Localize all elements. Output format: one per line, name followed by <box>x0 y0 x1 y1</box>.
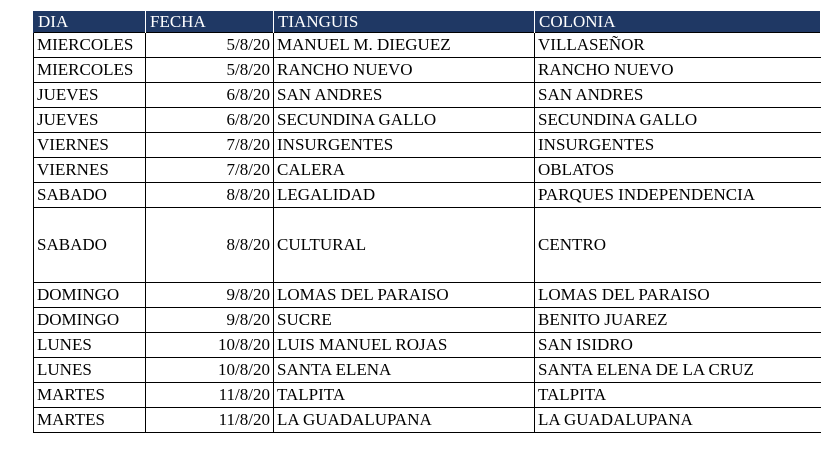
table-header-row <box>34 11 821 33</box>
cell-dia: DOMINGO <box>34 283 146 308</box>
table-row <box>34 183 821 208</box>
cell-dia: LUNES <box>34 358 146 383</box>
cell-colonia: SECUNDINA GALLO <box>535 108 821 133</box>
cell-tianguis: INSURGENTES <box>274 133 535 158</box>
cell-dia: SABADO <box>34 183 146 208</box>
cell-tianguis: SUCRE <box>274 308 535 333</box>
cell-colonia: LA GUADALUPANA <box>535 408 821 433</box>
cell-colonia: SAN ISIDRO <box>535 333 821 358</box>
cell-tianguis: RANCHO NUEVO <box>274 58 535 83</box>
cell-dia: MIERCOLES <box>34 33 146 58</box>
table-row <box>34 358 821 383</box>
cell-dia: MARTES <box>34 383 146 408</box>
cell-colonia: OBLATOS <box>535 158 821 183</box>
cell-fecha: 5/8/20 <box>146 33 274 58</box>
cell-dia: LUNES <box>34 333 146 358</box>
tianguis-schedule-table <box>33 11 821 433</box>
table-body <box>34 33 821 433</box>
cell-dia: JUEVES <box>34 83 146 108</box>
cell-fecha: 7/8/20 <box>146 133 274 158</box>
cell-dia: MIERCOLES <box>34 58 146 83</box>
cell-tianguis: LOMAS DEL PARAISO <box>274 283 535 308</box>
column-header-colonia: COLONIA <box>535 11 821 33</box>
cell-colonia: BENITO JUAREZ <box>535 308 821 333</box>
cell-dia: JUEVES <box>34 108 146 133</box>
cell-colonia: RANCHO NUEVO <box>535 58 821 83</box>
column-header-fecha: FECHA <box>146 11 274 33</box>
cell-colonia: SAN ANDRES <box>535 83 821 108</box>
cell-fecha: 9/8/20 <box>146 308 274 333</box>
column-header-tianguis: TIANGUIS <box>274 11 535 33</box>
cell-colonia: PARQUES INDEPENDENCIA <box>535 183 821 208</box>
cell-dia: DOMINGO <box>34 308 146 333</box>
cell-tianguis: LUIS MANUEL ROJAS <box>274 333 535 358</box>
cell-fecha: 7/8/20 <box>146 158 274 183</box>
cell-colonia: VILLASEÑOR <box>535 33 821 58</box>
cell-colonia: TALPITA <box>535 383 821 408</box>
table-row <box>34 83 821 108</box>
table-row <box>34 58 821 83</box>
cell-tianguis: CALERA <box>274 158 535 183</box>
cell-fecha: 8/8/20 <box>146 183 274 208</box>
cell-tianguis: CULTURAL <box>274 208 535 283</box>
cell-tianguis: MANUEL M. DIEGUEZ <box>274 33 535 58</box>
cell-dia: SABADO <box>34 208 146 283</box>
table-row <box>34 208 821 283</box>
cell-fecha: 8/8/20 <box>146 208 274 283</box>
cell-tianguis: LEGALIDAD <box>274 183 535 208</box>
cell-colonia: INSURGENTES <box>535 133 821 158</box>
table-row <box>34 133 821 158</box>
cell-fecha: 9/8/20 <box>146 283 274 308</box>
cell-fecha: 10/8/20 <box>146 333 274 358</box>
cell-fecha: 11/8/20 <box>146 408 274 433</box>
cell-dia: VIERNES <box>34 158 146 183</box>
cell-fecha: 6/8/20 <box>146 83 274 108</box>
cell-colonia: SANTA ELENA DE LA CRUZ <box>535 358 821 383</box>
table-row <box>34 408 821 433</box>
cell-tianguis: SANTA ELENA <box>274 358 535 383</box>
cell-tianguis: TALPITA <box>274 383 535 408</box>
cell-colonia: LOMAS DEL PARAISO <box>535 283 821 308</box>
table-row <box>34 33 821 58</box>
cell-dia: VIERNES <box>34 133 146 158</box>
cell-tianguis: SAN ANDRES <box>274 83 535 108</box>
table-row <box>34 158 821 183</box>
table-row <box>34 283 821 308</box>
cell-tianguis: LA GUADALUPANA <box>274 408 535 433</box>
table-row <box>34 333 821 358</box>
table-row <box>34 108 821 133</box>
cell-fecha: 11/8/20 <box>146 383 274 408</box>
column-header-dia: DIA <box>34 11 146 33</box>
cell-colonia: CENTRO <box>535 208 821 283</box>
table-row <box>34 308 821 333</box>
cell-fecha: 10/8/20 <box>146 358 274 383</box>
cell-fecha: 5/8/20 <box>146 58 274 83</box>
cell-tianguis: SECUNDINA GALLO <box>274 108 535 133</box>
cell-dia: MARTES <box>34 408 146 433</box>
table-row <box>34 383 821 408</box>
cell-fecha: 6/8/20 <box>146 108 274 133</box>
